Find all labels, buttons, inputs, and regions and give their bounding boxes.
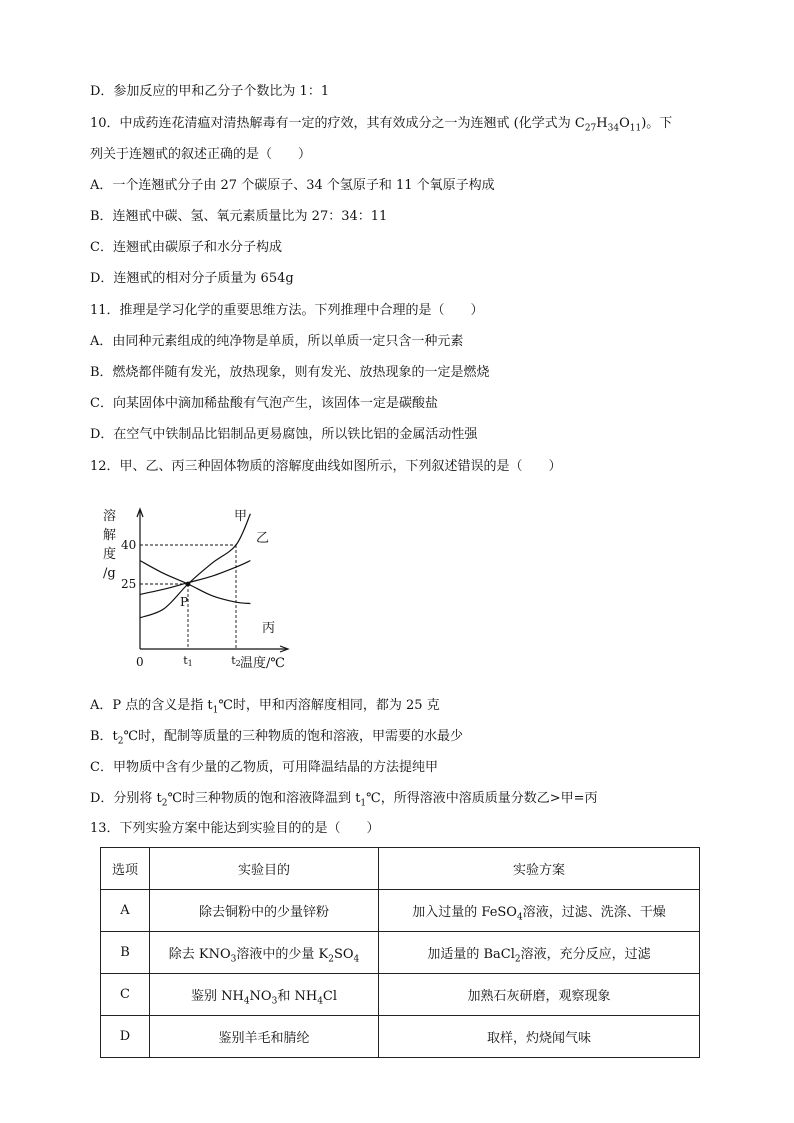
q11-option-b: B．燃烧都伴随有发光，放热现象，则有发光、放热现象的一定是燃烧 — [90, 365, 490, 380]
q11-stem: 11．推理是学习化学的重要思维方法。下列推理中合理的是（ ） — [90, 303, 484, 318]
row-plan: 加入过量的 FeSO$_4$溶液，过滤、洗涤、干燥 — [379, 890, 700, 932]
header-plan: 实验方案 — [379, 848, 700, 890]
q12-option-a: A．P 点的含义是指 $t_1℃$时，甲和丙溶解度相同，都为 25 克 — [90, 698, 440, 716]
table-row — [101, 1016, 700, 1058]
row-option: D — [101, 1016, 150, 1058]
series-label: 乙 — [256, 531, 270, 546]
table-row — [101, 932, 700, 974]
q12-option-d: D．分别将 $t_2℃$时三种物质的饱和溶液降温到 $t_1℃$，所得溶液中溶质质量分数乙>甲=丙 — [90, 791, 598, 809]
q12-stem: 12．甲、乙、丙三种固体物质的溶解度曲线如图所示，下列叙述错误的是（ ） — [90, 459, 562, 474]
q10-option-a: A．一个连翘甙分子由 27 个碳原子、34 个氢原子和 11 个氧原子构成 — [90, 178, 495, 193]
row-goal: 鉴别 $NH_4NO_3$和 $NH_4Cl$ — [150, 974, 379, 1016]
row-option: C — [101, 974, 150, 1016]
y-tick-label: 25 — [121, 577, 137, 591]
y-axis-label-char: 解 — [103, 528, 117, 543]
row-plan: 加熟石灰研磨，观察现象 — [379, 974, 700, 1016]
x-tick-label: t1 — [183, 654, 193, 668]
header-goal: 实验目的 — [150, 848, 379, 890]
q12-option-c: C．甲物质中含有少量的乙物质，可用降温结晶的方法提纯甲 — [90, 760, 438, 775]
x-tick-label: t2 — [231, 654, 241, 668]
row-option: B — [101, 932, 150, 974]
header-option: 选项 — [101, 848, 150, 890]
x-axis-label: 温度/℃ — [240, 656, 285, 671]
q13-options-table — [100, 847, 700, 1058]
y-axis-label-char: /g — [103, 566, 116, 581]
point-p-label: P — [180, 595, 189, 609]
point-p — [186, 582, 191, 587]
series-label: 丙 — [262, 621, 276, 636]
q10-stem-line1: 10．中成药连花清瘟对清热解毒有一定的疗效，其有效成分之一为连翘甙 (化学式为 $C_{27}H_{34}O_{11}$)。下 — [90, 116, 673, 134]
row-plan: 取样，灼烧闻气味 — [379, 1016, 700, 1058]
row-goal: 除去铜粉中的少量锌粉 — [150, 890, 379, 932]
y-axis-label-char: 溶 — [103, 509, 117, 524]
q11-option-d: D．在空气中铁制品比铝制品更易腐蚀，所以铁比铝的金属活动性强 — [90, 427, 478, 442]
q10-option-d: D．连翘甙的相对分子质量为 654g — [90, 271, 294, 286]
row-option: A — [101, 890, 150, 932]
table-row — [101, 890, 700, 932]
chart-curves — [140, 514, 250, 618]
table-row — [101, 974, 700, 1016]
y-tick-label: 40 — [121, 538, 137, 552]
row-goal: 鉴别羊毛和腈纶 — [150, 1016, 379, 1058]
row-plan: 加适量的 BaCl$_2$溶液，充分反应，过滤 — [379, 932, 700, 974]
table-header-row — [101, 848, 700, 890]
chart-labels — [103, 508, 285, 671]
series-label: 甲 — [234, 509, 248, 524]
q11-option-a: A．由同种元素组成的纯净物是单质，所以单质一定只含一种元素 — [90, 334, 464, 349]
q10-stem-line2: 列关于连翘甙的叙述正确的是（ ） — [90, 147, 312, 162]
origin-label: 0 — [136, 655, 144, 669]
q9-option-d: D．参加反应的甲和乙分子个数比为 1：1 — [90, 84, 330, 99]
q10-option-c: C．连翘甙由碳原子和水分子构成 — [90, 240, 282, 255]
curve-bing — [140, 561, 250, 604]
solubility-curve-chart — [96, 503, 296, 673]
row-goal: 除去 $KNO_3$溶液中的少量 $K_2SO_4$ — [150, 932, 379, 974]
q11-option-c: C．向某固体中滴加稀盐酸有气泡产生，该固体一定是碳酸盐 — [90, 396, 438, 411]
q10-option-b: B．连翘甙中碳、氢、氧元素质量比为 27：34：11 — [90, 209, 388, 224]
q13-stem: 13．下列实验方案中能达到实验目的的是（ ） — [90, 821, 380, 836]
y-axis-label-char: 度 — [103, 547, 117, 562]
q12-option-b: B．$t_2℃$时，配制等质量的三种物质的饱和溶液，甲需要的水最少 — [90, 729, 464, 747]
